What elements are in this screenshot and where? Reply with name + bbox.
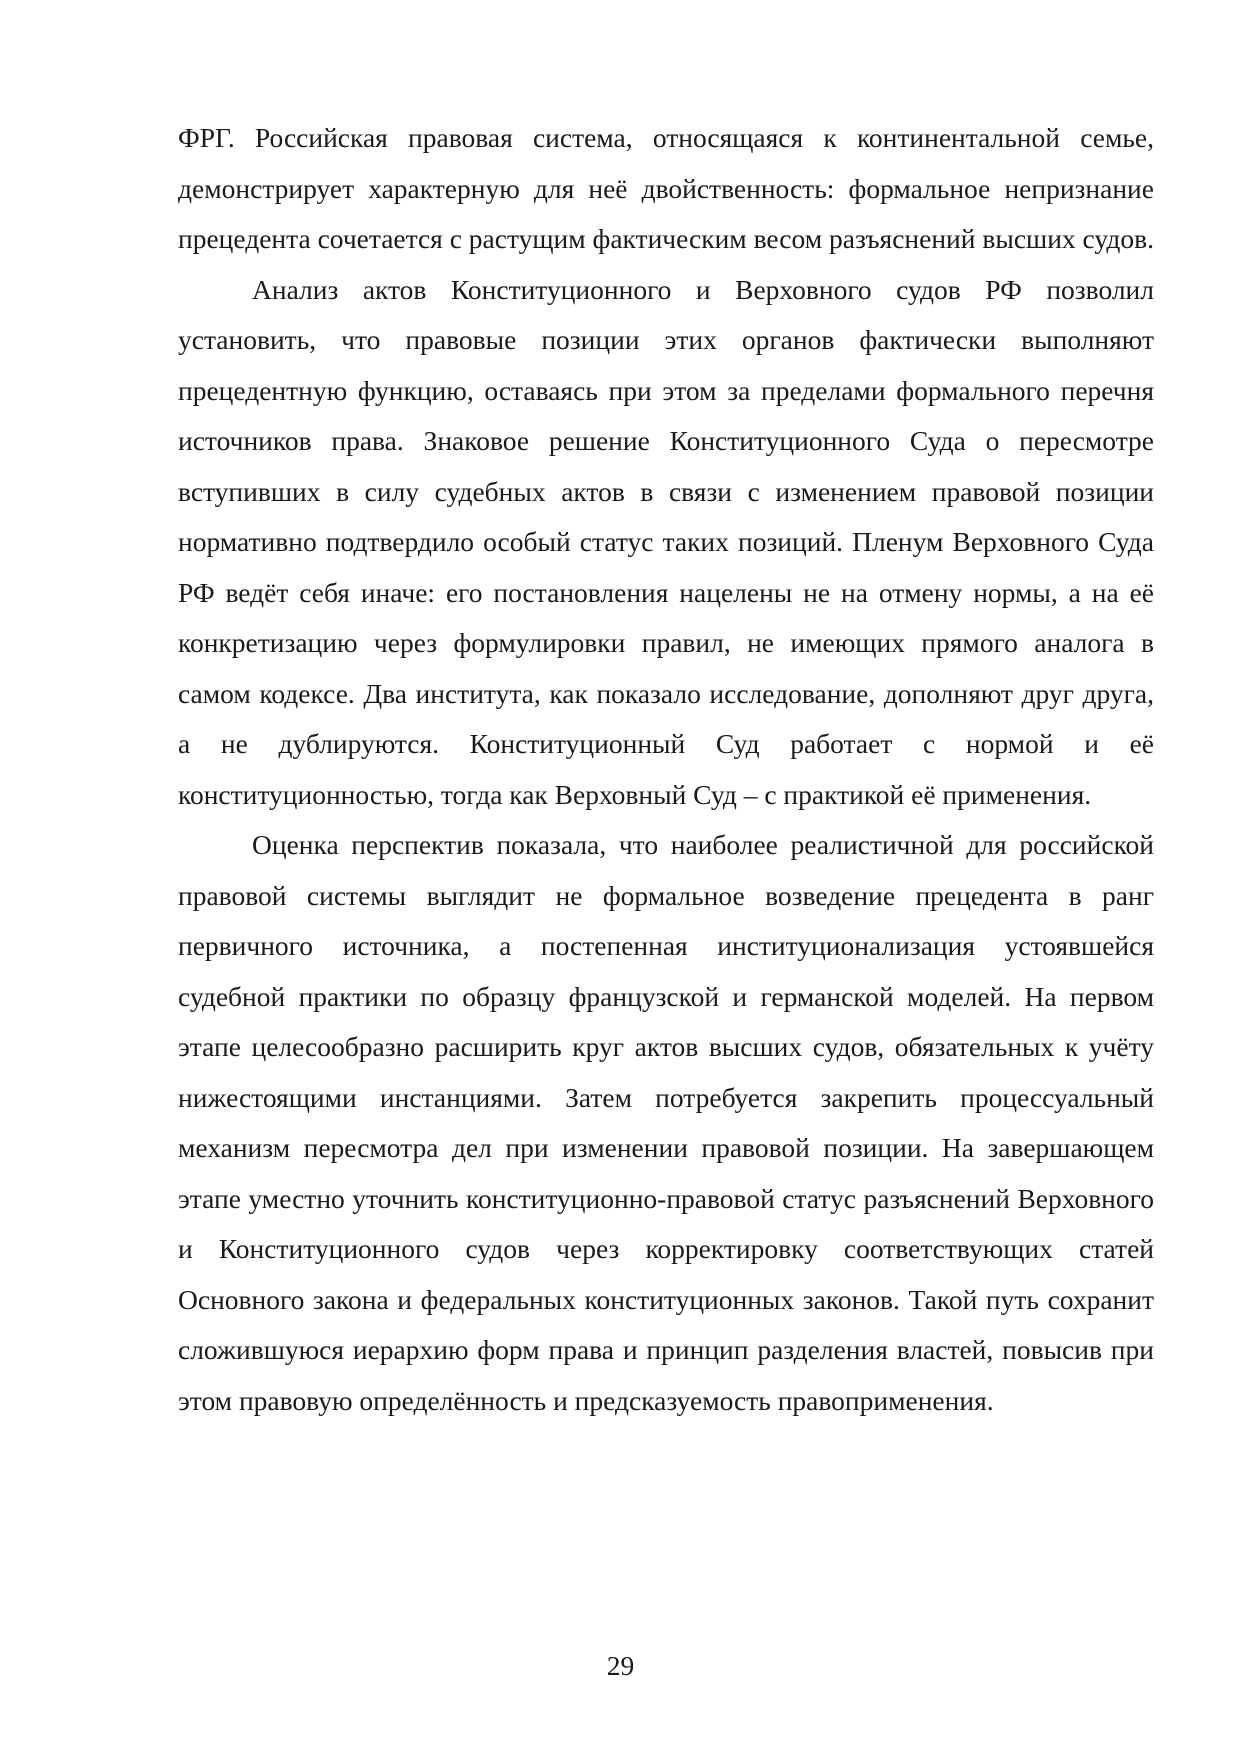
document-body [178,113,1154,1426]
paragraph-continuation: ФРГ. Российская правовая система, относящаяся к континентальной семье, демонстрирует характерную для неё двойственность: формальное непризнание прецедента сочетается с растущим фактическим весом разъяснений высших судов. [178,122,1155,254]
paragraph-analysis: Анализ актов Конституционного и Верховного судов РФ позволил установить, что правовые позиции этих органов фактически выполняют прецедентную функцию, оставаясь при этом за пределами формального перечня источников права. Знаковое решение Конституционного Суда о пересмотре вступивших в силу судебных актов в связи с изменением правовой позиции нормативно подтвердило особый статус таких позиций. Пленум Верховного Суда РФ ведёт себя иначе: его постановления нацелены не на отмену нормы, а на её конкретизацию через формулировки правил, не имеющих прямого аналога в самом кодексе. Два института, как показало исследование, дополняют друг друга, а не дублируются. Конституционный Суд работает с нормой и её конституционностью, тогда как Верховный Суд – с практикой её применения. [178,273,1154,810]
paragraph-prospects: Оценка перспектив показала, что наиболее реалистичной для российской правовой системы выглядит не формальное возведение прецедента в ранг первичного источника, а постепенная институционализация устоявшейся судебной практики по образцу французской и германской моделей. На первом этапе целесообразно расширить круг актов высших судов, обязательных к учёту нижестоящими инстанциями. Затем потребуется закрепить процессуальный механизм пересмотра дел при изменении правовой позиции. На завершающем этапе уместно уточнить конституционно-правовой статус разъяснений Верховного и Конституционного судов через корректировку соответствующих статей Основного закона и федеральных конституционных законов. Такой путь сохранит сложившуюся иерархию форм права и принцип разделения властей, повысив при этом правовую определённость и предсказуемость правоприменения. [178,829,1154,1416]
page-number: 29 [606,1650,635,1681]
